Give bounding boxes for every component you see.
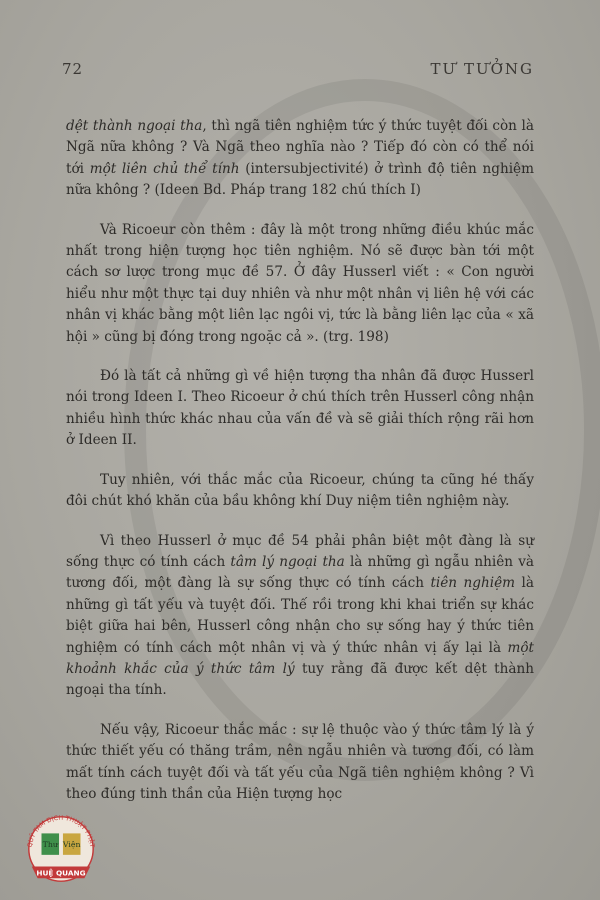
text-segment: Và Ricoeur còn thêm : đây là một trong những điều khúc mắc nhất trong hiện tượng học tiên nghiệm. Nó sẽ được bàn tới một cách sơ lược trong mục đề 57. Ở đây Husserl viết : « Con người hiểu như một thực tại duy nhiên và như một nhân vị liên hệ với các nhân vị khác bằng một liên lạc ngôi vị, tức là bằng liên lạc của « xã hội » cũng bị đóng trong ngoặc cả ». (trg. 198) <box>66 221 534 345</box>
paragraph <box>66 720 534 806</box>
body-text <box>66 116 534 823</box>
paragraph <box>66 531 534 702</box>
italic-phrase: một liên chủ thể tính <box>89 160 240 177</box>
text-segment: Vì theo Husserl ở mục đề 54 phải phân biệt một đàng là sự sống thực có tính cách <box>66 532 534 570</box>
page-number: 72 <box>62 60 84 78</box>
stamp-top-text: QUỸ TAM ĐỊCH THUẬT PHẬT <box>26 814 96 848</box>
italic-phrase: dệt thành ngoại tha <box>66 118 203 134</box>
text-segment: , thì ngã tiên nghiệm tức ý thức tuyệt đối còn là Ngã nữa không ? Và Ngã theo nghĩa nào ? Tiếp đó còn có thể nói tới <box>66 118 534 177</box>
stamp-book-left: Thư <box>42 840 58 850</box>
paragraph <box>66 220 534 348</box>
running-title: TƯ TƯỞNG <box>430 60 534 78</box>
italic-phrase: tiên nghiệm <box>430 575 516 592</box>
italic-phrase: một khoảnh khắc của ý thức tâm lý <box>66 639 534 677</box>
text-segment: (intersubjectivité) ở trình độ tiên nghiệm nữa không ? (Ideen Bd. Pháp trang 182 chú thích I) <box>66 160 534 199</box>
paragraph <box>66 366 534 452</box>
text-segment: Tuy nhiên, với thắc mắc của Ricoeur, chúng ta cũng hé thấy đôi chút khó khăn của bầu không khí Duy niệm tiên nghiệm này. <box>66 471 534 510</box>
paragraph <box>66 470 534 513</box>
italic-phrase: tâm lý ngoại tha <box>230 553 345 570</box>
library-stamp <box>22 810 100 888</box>
text-segment: tuy rằng đã được kết dệt thành ngoại tha tính. <box>66 660 534 699</box>
stamp-bottom-text: HUỆ QUANG <box>36 868 86 878</box>
paragraph <box>66 116 534 202</box>
stamp-book-right: Viện <box>62 840 81 850</box>
text-segment: Nếu vậy, Ricoeur thắc mắc : sự lệ thuộc vào ý thức tâm lý là ý thức thiết yếu có thăng trầm, nên ngẫu nhiên và tương đối, có làm mất tính cách tuyệt đối và tất yếu của Ngã tiên nghiệm không ? Vì theo đúng tinh thần của Hiện tượng học <box>66 721 534 802</box>
page-header <box>62 60 534 80</box>
text-segment: là những gì ngẫu nhiên và tương đối, một đàng là sự sống thực có tính cách <box>66 553 534 592</box>
text-segment: là những gì tất yếu và tuyệt đối. Thế rồi trong khi khai triển sự khác biệt giữa hai bên, Husserl công nhận cho sự sống hay ý thức tiên nghiệm có tính cách một nhân vị và ý thức nhân vị ấy lại là <box>66 575 534 656</box>
text-segment: Đó là tất cả những gì về hiện tượng tha nhân đã được Husserl nói trong Ideen I. Theo Ricoeur ở chú thích trên Husserl công nhận nhiều hình thức khác nhau của vấn đề và sẽ giải thích rộng rãi hơn ở Ideen II. <box>66 368 534 449</box>
